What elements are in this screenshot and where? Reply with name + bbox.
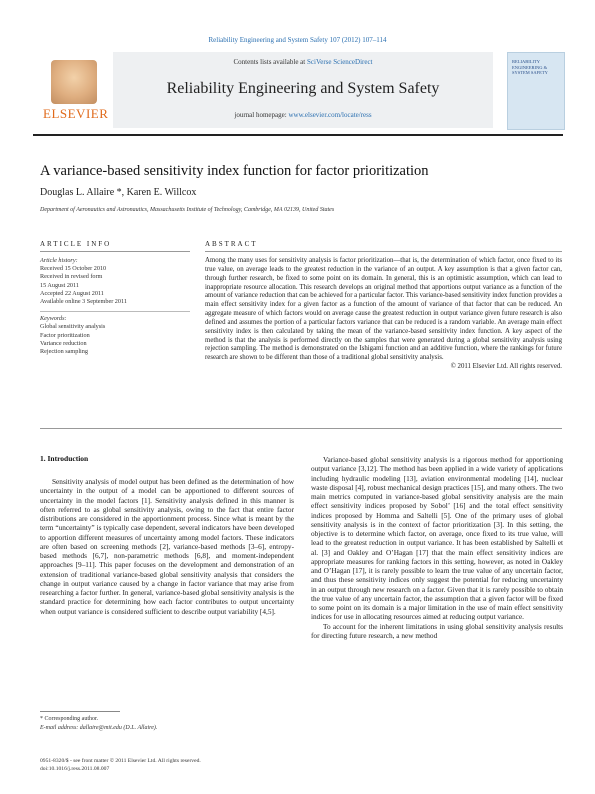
keyword: Factor prioritization bbox=[40, 331, 90, 339]
journal-cover-thumbnail bbox=[507, 52, 565, 130]
article-title: A variance-based sensitivity index function for factor prioritization bbox=[40, 163, 429, 179]
homepage-link[interactable]: www.elsevier.com/locate/ress bbox=[288, 111, 372, 119]
elsevier-logo bbox=[39, 60, 107, 122]
footnote-corresponding: * Corresponding author. bbox=[40, 716, 99, 722]
journal-banner bbox=[33, 52, 563, 128]
copyright: © 2011 Elsevier Ltd. All rights reserved. bbox=[450, 363, 562, 371]
footnote-rule bbox=[40, 711, 120, 712]
history-line: Received 15 October 2010 bbox=[40, 265, 107, 273]
intro-column-left bbox=[40, 477, 294, 616]
history-line: Received in revised form bbox=[40, 273, 103, 281]
affiliation: Department of Aeronautics and Astronautics, Massachusetts Institute of Technology, Cambridge, MA 02139, United States bbox=[40, 207, 335, 213]
sciencedirect-link[interactable]: SciVerse ScienceDirect bbox=[307, 58, 373, 66]
running-header: Reliability Engineering and System Safety 107 (2012) 107–114 bbox=[208, 36, 387, 44]
article-info-heading: ARTICLE INFO bbox=[40, 240, 112, 248]
abstract-bottom-rule bbox=[40, 428, 562, 429]
publisher-name: ELSEVIER bbox=[43, 106, 109, 121]
front-matter-line: 0951-8320/$ - see front matter © 2011 Elsevier Ltd. All rights reserved. bbox=[40, 758, 201, 764]
keyword: Global sensitivity analysis bbox=[40, 323, 106, 331]
history-line: Accepted 22 August 2011 bbox=[40, 289, 104, 297]
contents-line bbox=[113, 58, 493, 66]
abstract-heading: ABSTRACT bbox=[205, 240, 258, 248]
footnote bbox=[40, 715, 157, 733]
keywords-label: Keywords: bbox=[40, 315, 67, 323]
intro-column-right bbox=[311, 455, 563, 640]
authors: Douglas L. Allaire *, Karen E. Willcox bbox=[40, 187, 197, 198]
paragraph: Variance-based global sensitivity analysis is a rigorous method for apportioning output variance [3,12]. The method has been applied in a wide variety of applications including hydraulic modeling [13], aviation environmental modeling [14], nuclear waste disposal [4], robust mechanical design practices [15], and many others. The two main metrics computed in variance-based global sensitivity analysis are the main effect sensitivity indices proposed by Sobol’ [16] and the total effect sensitivity indices proposed by Homma and Saltelli [5]. One of the primary uses of global sensitivity analysis is in the context of factor prioritization [3]. In this setting, the objective is to determine which factor, on average, once fixed to its true value, will lead to the greatest reduction in output variance. It has been established by Saltelli et al. [3] and Oakley and O’Hagan [17] that the main effect sensitivity indices are appropriate measures for ranking factors in this setting, however, as noted in Oakley and O’Hagan [17], it is rarely possible to learn the true value of any uncertain factor, and thus these sensitivity indices only suggest the potential for reducing uncertainty in an output through new research on a factor. Given that it is rarely possible to obtain the true value of any uncertain factor, the assumption that a given factor will be fixed to some point on its domain is a major limitation in the use of main effect sensitivity indices for use in allocating resources aimed at reducing output variance. bbox=[311, 455, 563, 622]
keyword: Rejection sampling bbox=[40, 348, 88, 356]
page-footer bbox=[40, 757, 201, 773]
abstract-rule bbox=[205, 251, 562, 252]
doi-line[interactable]: doi:10.1016/j.ress.2011.08.007 bbox=[40, 766, 110, 772]
history-label: Article history: bbox=[40, 257, 78, 264]
history-line: Available online 3 September 2011 bbox=[40, 298, 127, 306]
homepage-prefix: journal homepage: bbox=[234, 111, 289, 119]
history-line: 15 August 2011 bbox=[40, 281, 79, 289]
elsevier-tree-icon bbox=[51, 60, 97, 104]
abstract-text: Among the many uses for sensitivity analysis is factor prioritization—that is, the determination of which factor, once fixed to its true value, on average leads to the greatest reduction in the variance of an output. A key assumption is that a given factor can, through further research, be fixed to some point on its domain. In general, this is an optimistic assumption, which can lead to inappropriate resource allocation. This research develops an original method that apportions output variance as a function of the amount of variance reduction that can be achieved for a particular factor. This variance-based sensitivity index function provides a main effect sensitivity index for a given factor as a function of the amount of variance of that factor that can be reduced. An aggregate measure of which factors would on average cause the greatest reduction in output variance given future research is also defined and assumes the portion of a particular factors variance that can be reduced is a random variable. An average main effect sensitivity index is then calculated by taking the mean of the variance-based sensitivity index function. A key aspect of the method is that the analysis is performed directly on the samples that were generated during a global sensitivity analysis using rejection sampling. The method is demonstrated on the Ishigami function and an additive function, where the rankings for future research are shown to be different than those of a traditional global sensitivity analysis. bbox=[205, 257, 562, 362]
keyword: Variance reduction bbox=[40, 339, 87, 347]
header-rule bbox=[33, 134, 563, 136]
cover-text: RELIABILITY ENGINEERING & SYSTEM SAFETY bbox=[512, 59, 548, 75]
paragraph: To account for the inherent limitations in using global sensitivity analysis results for directing future research, a new method bbox=[311, 621, 563, 640]
journal-header bbox=[113, 52, 493, 128]
footnote-email[interactable]: E-mail address: dallaire@mit.edu (D.L. Allaire). bbox=[40, 725, 158, 731]
article-info-rule bbox=[40, 251, 190, 252]
abstract bbox=[205, 257, 562, 372]
article-info bbox=[40, 257, 160, 356]
journal-title: Reliability Engineering and System Safety bbox=[166, 80, 440, 97]
paragraph: Sensitivity analysis of model output has been defined as the determination of how uncertainty in the output of a model can be apportioned to different sources of uncertainty in the model factors [1]. Sensitivity analysis defined in this manner is often referred to as global sensitivity analysis, owing to the fact that entire factor distributions are considered in the apportionment process. Since what is meant by the term “uncertainty” is typically case dependent, several indicators have been developed to apportion different measures of uncertainty among model factors. These indicators are often based on screening methods [2], variance-based methods [3–6], entropy-based methods [6,7], non-parametric methods [6,8], and moment-independent approaches [9–11]. This paper focuses on the development and demonstration of an extension of traditional variance-based global sensitivity analysis that considers the change in output variance caused by a change in factor variance that may arise from researching a factor further. In general, variance-based global sensitivity analysis is the standard practice for determining how each factor contributes to output uncertainty when output variance is considered sufficient to describe output variability [4,5]. bbox=[40, 477, 294, 616]
section-heading: 1. Introduction bbox=[40, 454, 89, 463]
contents-prefix: Contents lists available at bbox=[233, 58, 307, 66]
journal-homepage bbox=[113, 111, 493, 119]
